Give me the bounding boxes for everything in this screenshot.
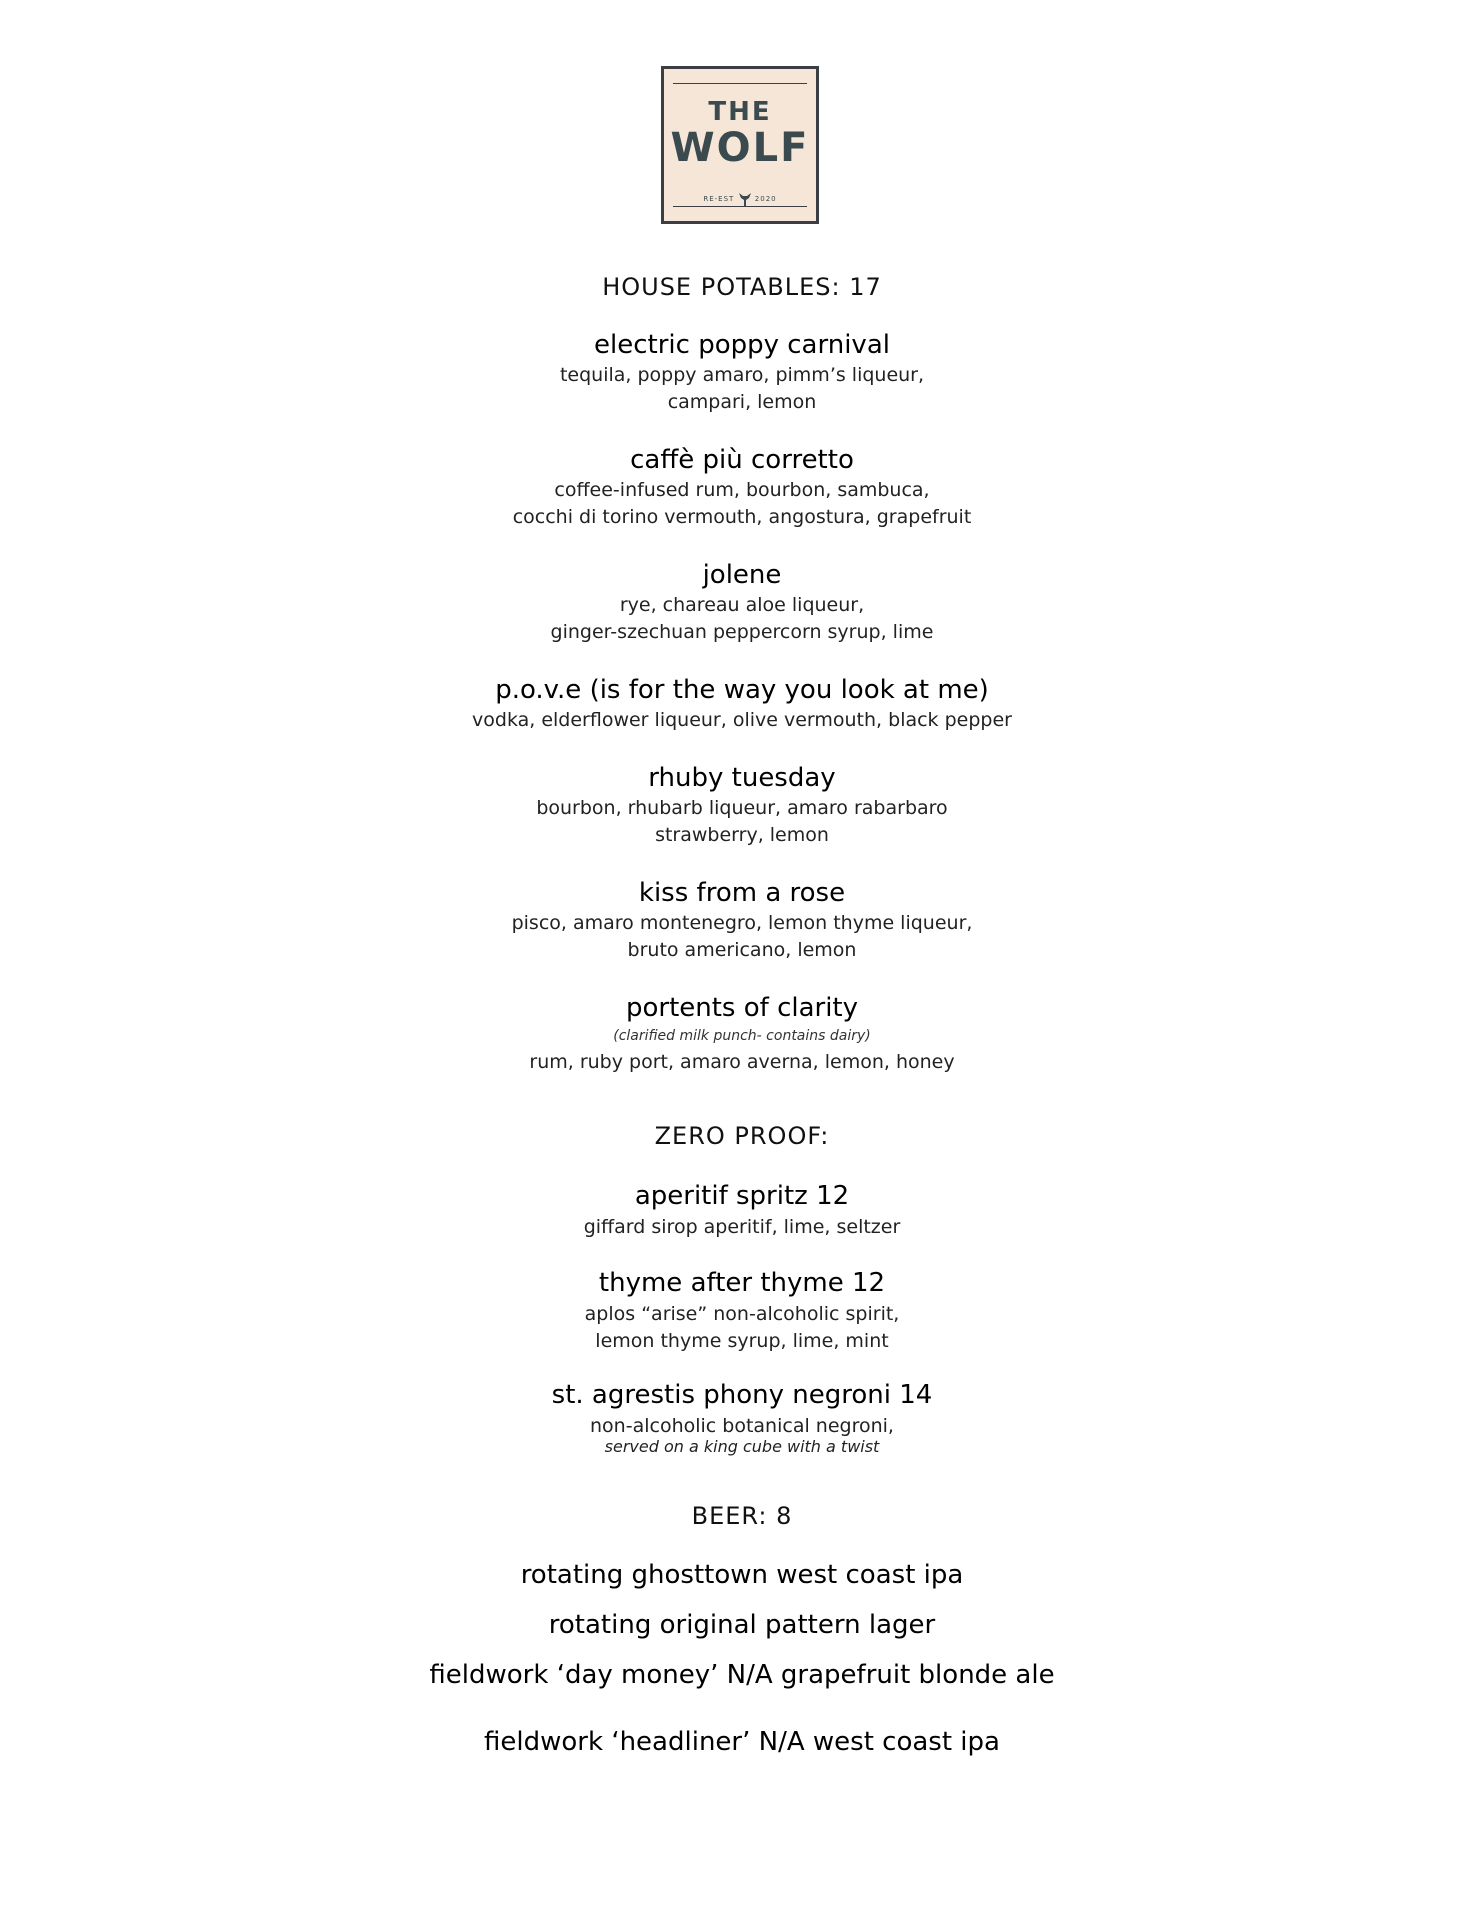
drink-desc: bruto americano, lemon [627, 939, 857, 961]
drink-name: kiss from a rose [638, 878, 846, 908]
logo-est-right: 2020 [754, 195, 777, 203]
logo-the: THE [708, 97, 772, 127]
drink-desc: rum, ruby port, amaro averna, lemon, honey [529, 1051, 955, 1073]
drink-desc: aplos “arise” non-alcoholic spirit, [584, 1303, 900, 1325]
logo-rule-top [673, 83, 807, 84]
logo-wolf: WOLF [670, 125, 810, 171]
drink-name: st. agrestis phony negroni 14 [551, 1380, 933, 1410]
drink-name: caffè più corretto [630, 445, 854, 475]
beer-item: rotating ghosttown west coast ipa [520, 1560, 964, 1590]
drink-desc: coffee-infused rum, bourbon, sambuca, [554, 479, 930, 501]
drink-name: electric poppy carnival [594, 330, 890, 360]
drink-desc: bourbon, rhubarb liqueur, amaro rabarbaro [536, 797, 948, 819]
beer-item: fieldwork ‘headliner’ N/A west coast ipa [484, 1727, 1000, 1757]
drink-desc: lemon thyme syrup, lime, mint [595, 1330, 889, 1352]
drink-desc: campari, lemon [667, 391, 817, 413]
drink-note: served on a king cube with a twist [604, 1437, 880, 1456]
drink-desc: giffard sirop aperitif, lime, seltzer [583, 1216, 901, 1238]
section-zero-proof: ZERO PROOF: [654, 1122, 830, 1150]
drink-desc: tequila, poppy amaro, pimm’s liqueur, [559, 364, 925, 386]
drink-name: rhuby tuesday [648, 763, 836, 793]
logo-est-left: RE-EST [703, 195, 735, 203]
section-beer: BEER: 8 [691, 1502, 793, 1530]
drink-name: p.o.v.e (is for the way you look at me) [495, 675, 989, 705]
drink-desc: strawberry, lemon [655, 824, 829, 846]
drink-note: (clarified milk punch- contains dairy) [613, 1028, 871, 1044]
beer-item: rotating original pattern lager [548, 1610, 936, 1640]
drink-desc: ginger-szechuan peppercorn syrup, lime [550, 621, 934, 643]
drink-name: jolene [702, 560, 782, 590]
section-house-potables: HOUSE POTABLES: 17 [602, 273, 882, 301]
drink-name: portents of clarity [625, 993, 859, 1023]
drink-desc: vodka, elderflower liqueur, olive vermouth, black pepper [472, 709, 1012, 731]
logo-rule-bottom [673, 206, 807, 207]
drink-name: thyme after thyme 12 [598, 1268, 886, 1298]
beer-item: fieldwork ‘day money’ N/A grapefruit blonde ale [429, 1660, 1055, 1690]
logo-established [664, 191, 816, 207]
drink-desc: cocchi di torino vermouth, angostura, grapefruit [512, 506, 972, 528]
drink-desc: non-alcoholic botanical negroni, [590, 1415, 894, 1437]
drink-desc: pisco, amaro montenegro, lemon thyme liqueur, [511, 912, 973, 934]
drink-desc: rye, chareau aloe liqueur, [619, 594, 865, 616]
logo [661, 66, 819, 224]
wolf-glyph-icon [738, 191, 752, 207]
drink-name: aperitif spritz 12 [634, 1181, 850, 1211]
